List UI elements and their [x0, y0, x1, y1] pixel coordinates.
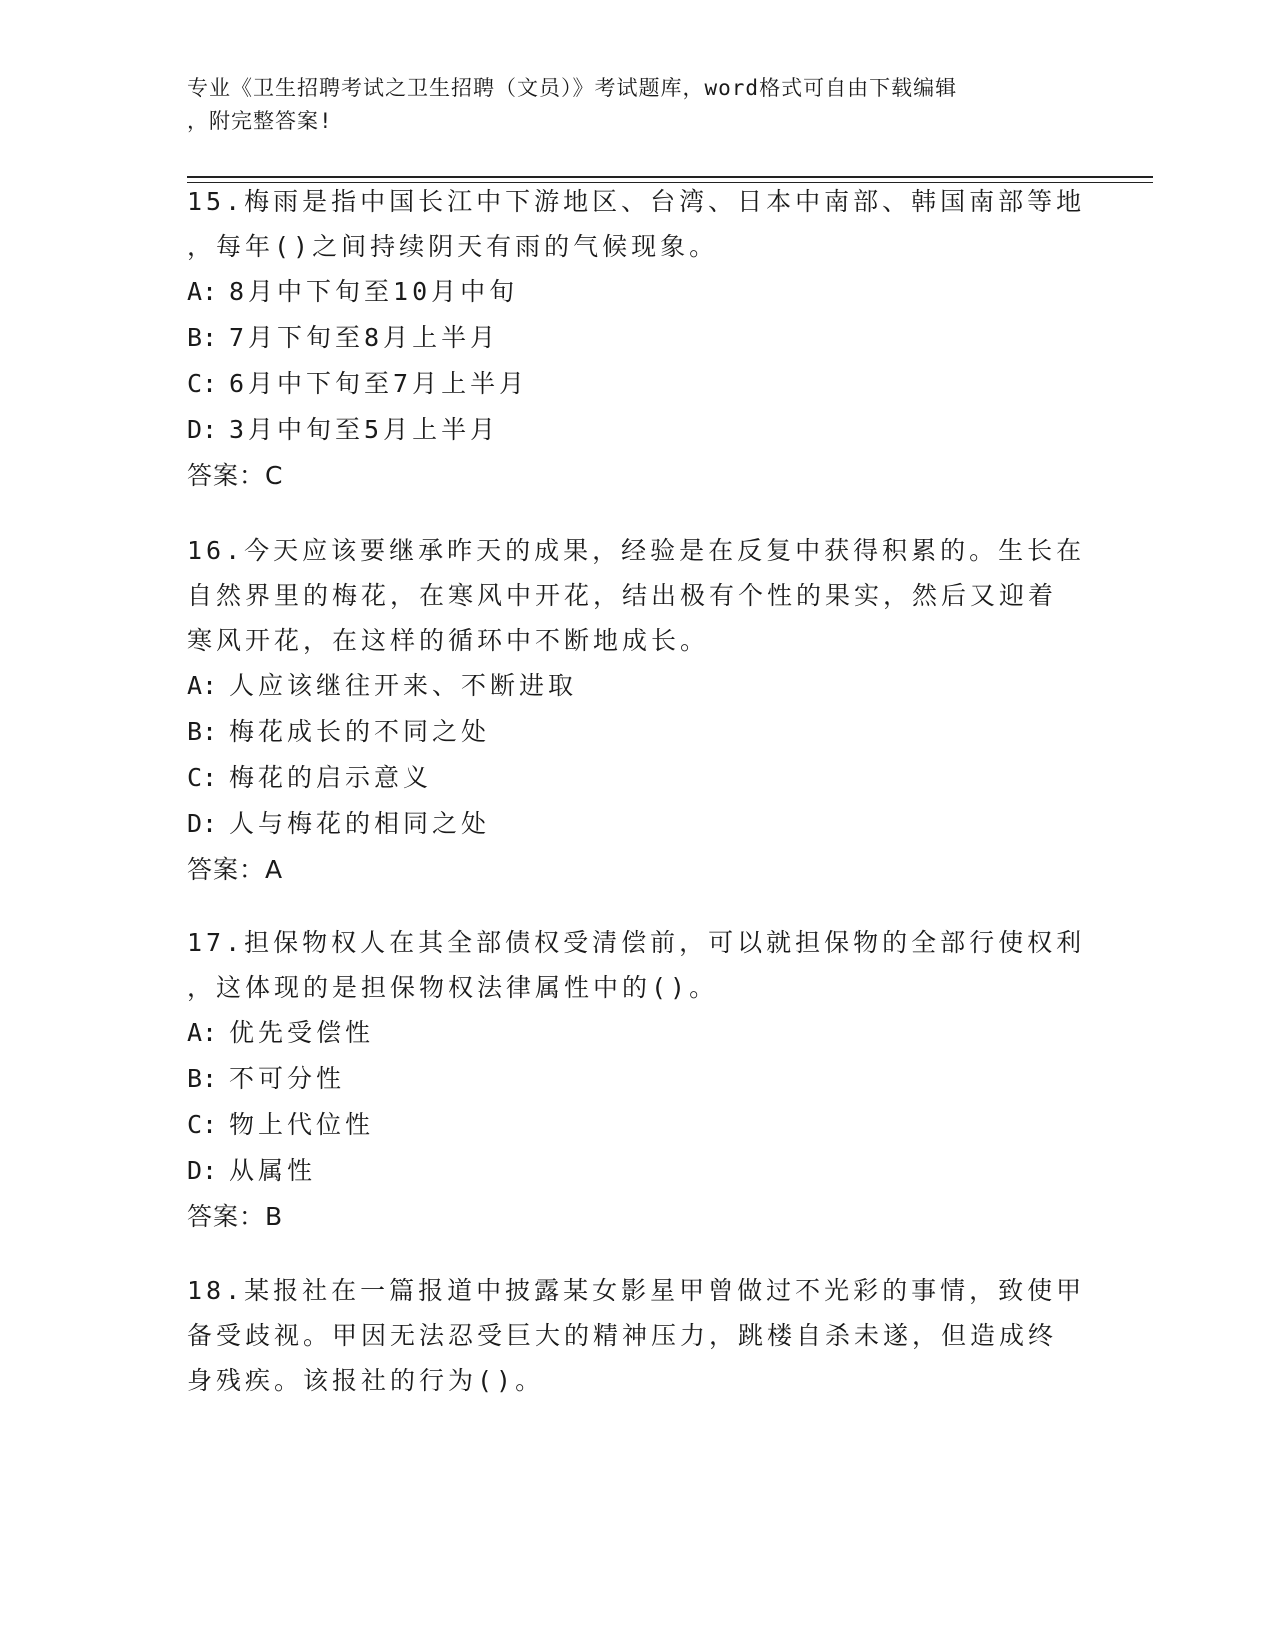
option-c — [187, 755, 1067, 801]
option-text: 8月中下旬至10月中旬 — [229, 277, 519, 306]
header-line-2: ，附完整答案! — [187, 109, 333, 133]
option-text: 6月中下旬至7月上半月 — [229, 369, 529, 398]
option-b — [187, 315, 1067, 361]
option-d — [187, 1148, 1067, 1194]
header-divider-thick — [187, 176, 1153, 178]
option-letter: A: — [187, 1018, 218, 1047]
option-letter: C: — [187, 1110, 218, 1139]
option-b — [187, 1056, 1067, 1102]
question-stem-line: 自然界里的梅花，在寒风中开花，结出极有个性的果实，然后又迎着 — [187, 581, 1058, 610]
question-stem-line: 17.担保物权人在其全部债权受清偿前，可以就担保物的全部行使权利 — [187, 928, 1086, 957]
answer-line: 答案：A — [187, 855, 284, 884]
option-text: 梅花的启示意义 — [229, 763, 433, 792]
answer-line: 答案：C — [187, 461, 284, 490]
option-text: 从属性 — [229, 1156, 317, 1185]
option-letter: D: — [187, 1156, 218, 1185]
option-letter: A: — [187, 671, 218, 700]
option-a — [187, 1010, 1067, 1056]
option-text: 人与梅花的相同之处 — [229, 809, 491, 838]
option-d — [187, 801, 1067, 847]
question-stem-line: 15.梅雨是指中国长江中下游地区、台湾、日本中南部、韩国南部等地 — [187, 187, 1086, 216]
question-stem-line: 16.今天应该要继承昨天的成果，经验是在反复中获得积累的。生长在 — [187, 536, 1086, 565]
question-stem-line: 寒风开花，在这样的循环中不断地成长。 — [187, 626, 710, 655]
question-stem-line: ，每年()之间持续阴天有雨的气候现象。 — [187, 232, 719, 261]
option-text: 7月下旬至8月上半月 — [229, 323, 500, 352]
option-a — [187, 663, 1067, 709]
option-c — [187, 1102, 1067, 1148]
question-18 — [187, 1268, 1086, 1403]
option-d — [187, 407, 1067, 453]
question-17 — [187, 920, 1086, 1240]
option-letter: D: — [187, 415, 218, 444]
option-letter: C: — [187, 763, 218, 792]
option-text: 人应该继往开来、不断进取 — [229, 671, 578, 700]
option-letter: A: — [187, 277, 218, 306]
option-letter: D: — [187, 809, 218, 838]
option-b — [187, 709, 1067, 755]
option-text: 不可分性 — [229, 1064, 346, 1093]
option-text: 3月中旬至5月上半月 — [229, 415, 500, 444]
option-text: 优先受偿性 — [229, 1018, 375, 1047]
question-stem-line: 备受歧视。甲因无法忍受巨大的精神压力，跳楼自杀未遂，但造成终 — [187, 1321, 1058, 1350]
question-15 — [187, 179, 1086, 499]
header-line-1: 专业《卫生招聘考试之卫生招聘（文员）》考试题库，word格式可自由下载编辑 — [187, 76, 958, 100]
option-letter: B: — [187, 1064, 218, 1093]
answer-line: 答案：B — [187, 1202, 284, 1231]
option-c — [187, 361, 1067, 407]
option-letter: B: — [187, 717, 218, 746]
question-stem-line: 18.某报社在一篇报道中披露某女影星甲曾做过不光彩的事情，致使甲 — [187, 1276, 1086, 1305]
document-header — [187, 72, 1087, 138]
question-stem-line: ，这体现的是担保物权法律属性中的()。 — [187, 973, 719, 1002]
question-stem-line: 身残疾。该报社的行为()。 — [187, 1366, 545, 1395]
question-16 — [187, 528, 1086, 893]
option-letter: B: — [187, 323, 218, 352]
option-text: 物上代位性 — [229, 1110, 375, 1139]
option-text: 梅花成长的不同之处 — [229, 717, 491, 746]
option-a — [187, 269, 1067, 315]
option-letter: C: — [187, 369, 218, 398]
